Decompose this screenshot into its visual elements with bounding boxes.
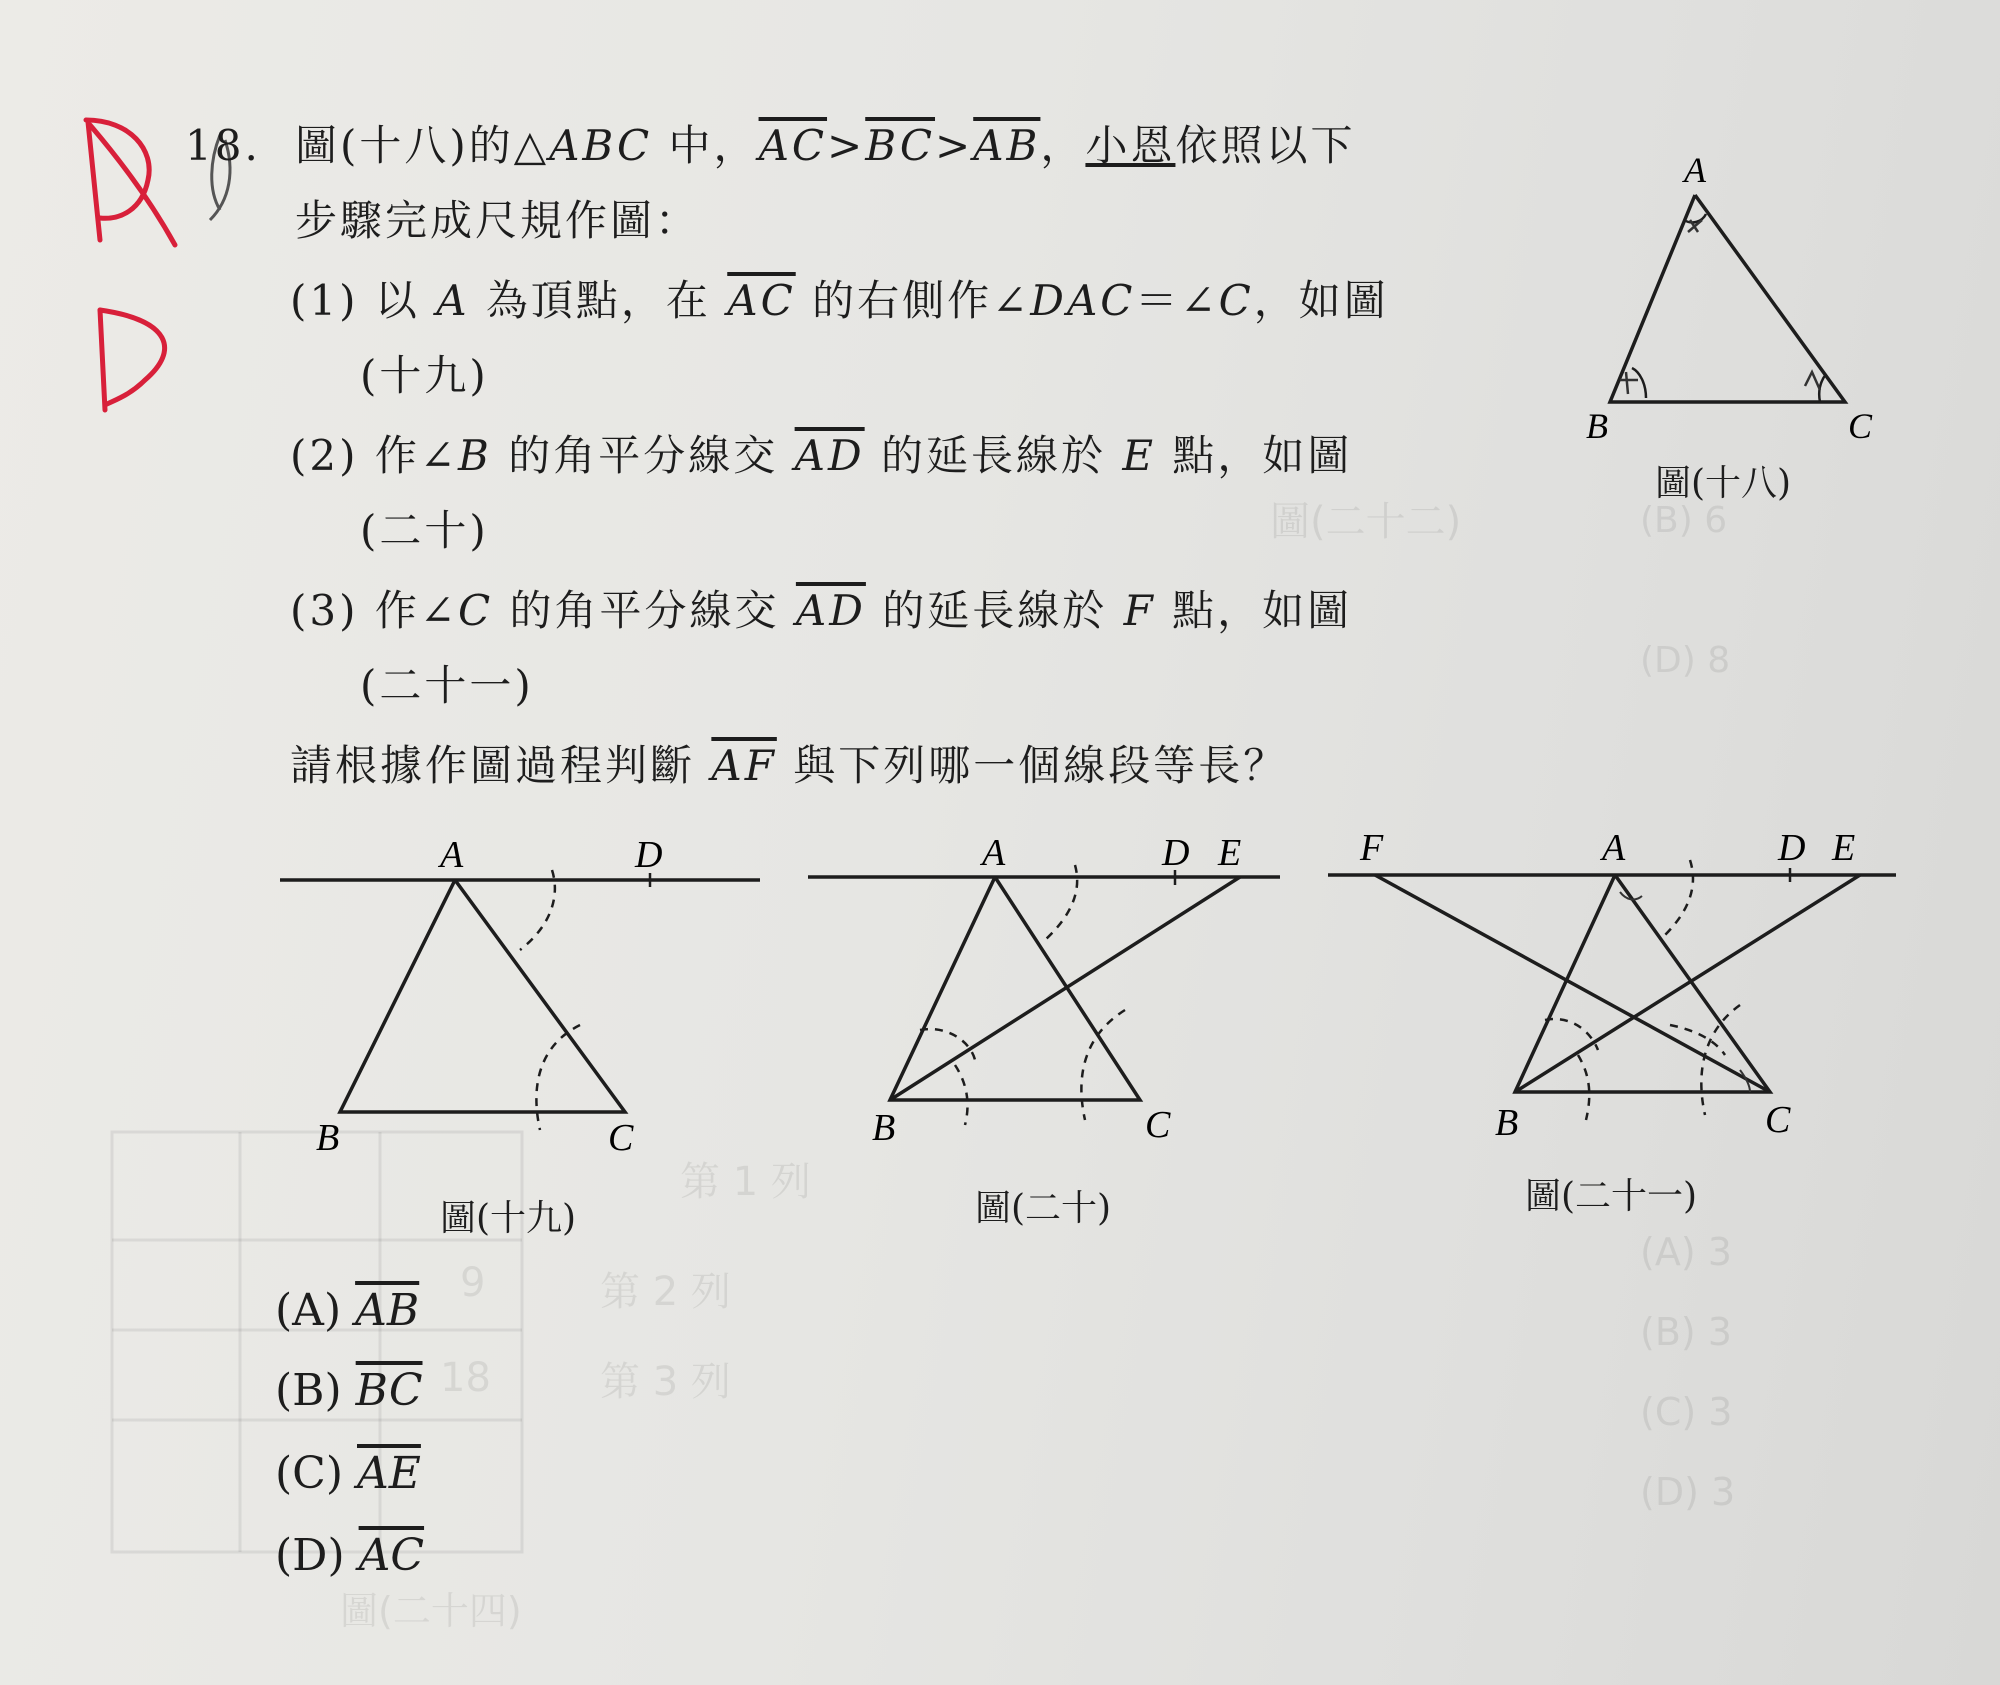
figure-19-caption: 圖(十九) — [440, 1198, 577, 1239]
figure-18-caption: 圖(十八) — [1655, 463, 1792, 504]
bleed-text: (C) 3 — [1640, 1390, 1733, 1434]
vertex-label-C: C — [1145, 1104, 1171, 1146]
vertex-label-B: B — [1586, 406, 1608, 446]
student-name: 小恩 — [1085, 121, 1176, 170]
figure-21 — [1320, 830, 1910, 1160]
bleed-text: (B) 6 — [1640, 500, 1728, 541]
figure-20 — [800, 835, 1300, 1165]
point-label-D: D — [1162, 835, 1190, 874]
vertex-label-C: C — [1765, 1099, 1791, 1141]
bleed-text: 圖(二十四) — [340, 1589, 522, 1633]
vertex-label-C: C — [608, 1117, 634, 1159]
vertex-label-B: B — [1495, 1102, 1519, 1144]
step-2-continued: (二十) — [360, 506, 489, 555]
option-b[interactable]: (B) $\overline{BC}$ — [275, 1365, 423, 1416]
step-3: (3) 作∠C 的角平分線交 $\overline{AD}$ 的延長線於 F 點，如圖 — [290, 586, 1353, 635]
bleed-text: (D) 8 — [1640, 640, 1731, 681]
vertex-label-B: B — [872, 1107, 896, 1149]
bleed-text: 圖(二十二) — [1270, 499, 1462, 545]
question-prompt: 請根據作圖過程判斷 $\overline{AF}$ 與下列哪一個線段等長？ — [290, 741, 1289, 790]
point-label-F: F — [1360, 830, 1384, 869]
bleed-text: (A) 3 — [1640, 1230, 1732, 1274]
bleed-text: 第 1 列 — [680, 1159, 811, 1205]
option-c[interactable]: (C) $\overline{AE}$ — [275, 1448, 421, 1499]
vertex-label-C: C — [1848, 406, 1873, 446]
bleed-text: 第 3 列 — [600, 1359, 731, 1405]
bleed-text: (D) 3 — [1640, 1470, 1736, 1514]
vertex-label-A: A — [1602, 830, 1626, 869]
question-line-1: 圖(十八)的△ABC 中，$\overline{AC}>\overline{BC}>\overline{AB}$，小恩依照以下 — [295, 121, 1356, 170]
point-label-D: D — [635, 835, 663, 876]
step-3-continued: (二十一) — [360, 661, 534, 710]
option-d[interactable]: (D) $\overline{AC}$ — [275, 1530, 425, 1581]
step-1: (1) 以 A 為頂點，在 $\overline{AC}$ 的右側作∠DAC＝∠C，如圖 — [290, 276, 1389, 325]
figure-18 — [1580, 140, 1880, 460]
bleed-text: 第 2 列 — [600, 1269, 731, 1315]
bleed-text: 18 — [440, 1355, 491, 1401]
point-label-D: D — [1778, 830, 1806, 869]
option-a[interactable]: (A) $\overline{AB}$ — [275, 1285, 420, 1336]
point-label-E: E — [1218, 835, 1242, 874]
step-1-continued: (十九) — [360, 351, 489, 400]
bleed-text: (B) 3 — [1640, 1310, 1732, 1354]
bleed-text: 9 — [460, 1260, 486, 1306]
vertex-label-A: A — [440, 835, 464, 876]
question-number: 18. — [185, 121, 261, 170]
figure-21-caption: 圖(二十一) — [1525, 1176, 1698, 1217]
point-label-E: E — [1832, 830, 1856, 869]
step-2: (2) 作∠B 的角平分線交 $\overline{AD}$ 的延長線於 E 點，如圖 — [290, 431, 1353, 480]
vertex-label-A: A — [1684, 150, 1706, 190]
question-line-2: 步驟完成尺規作圖： — [295, 196, 701, 245]
figure-20-caption: 圖(二十) — [975, 1188, 1112, 1229]
vertex-label-B: B — [316, 1117, 340, 1159]
figure-19 — [280, 835, 780, 1175]
vertex-label-A: A — [982, 835, 1006, 874]
